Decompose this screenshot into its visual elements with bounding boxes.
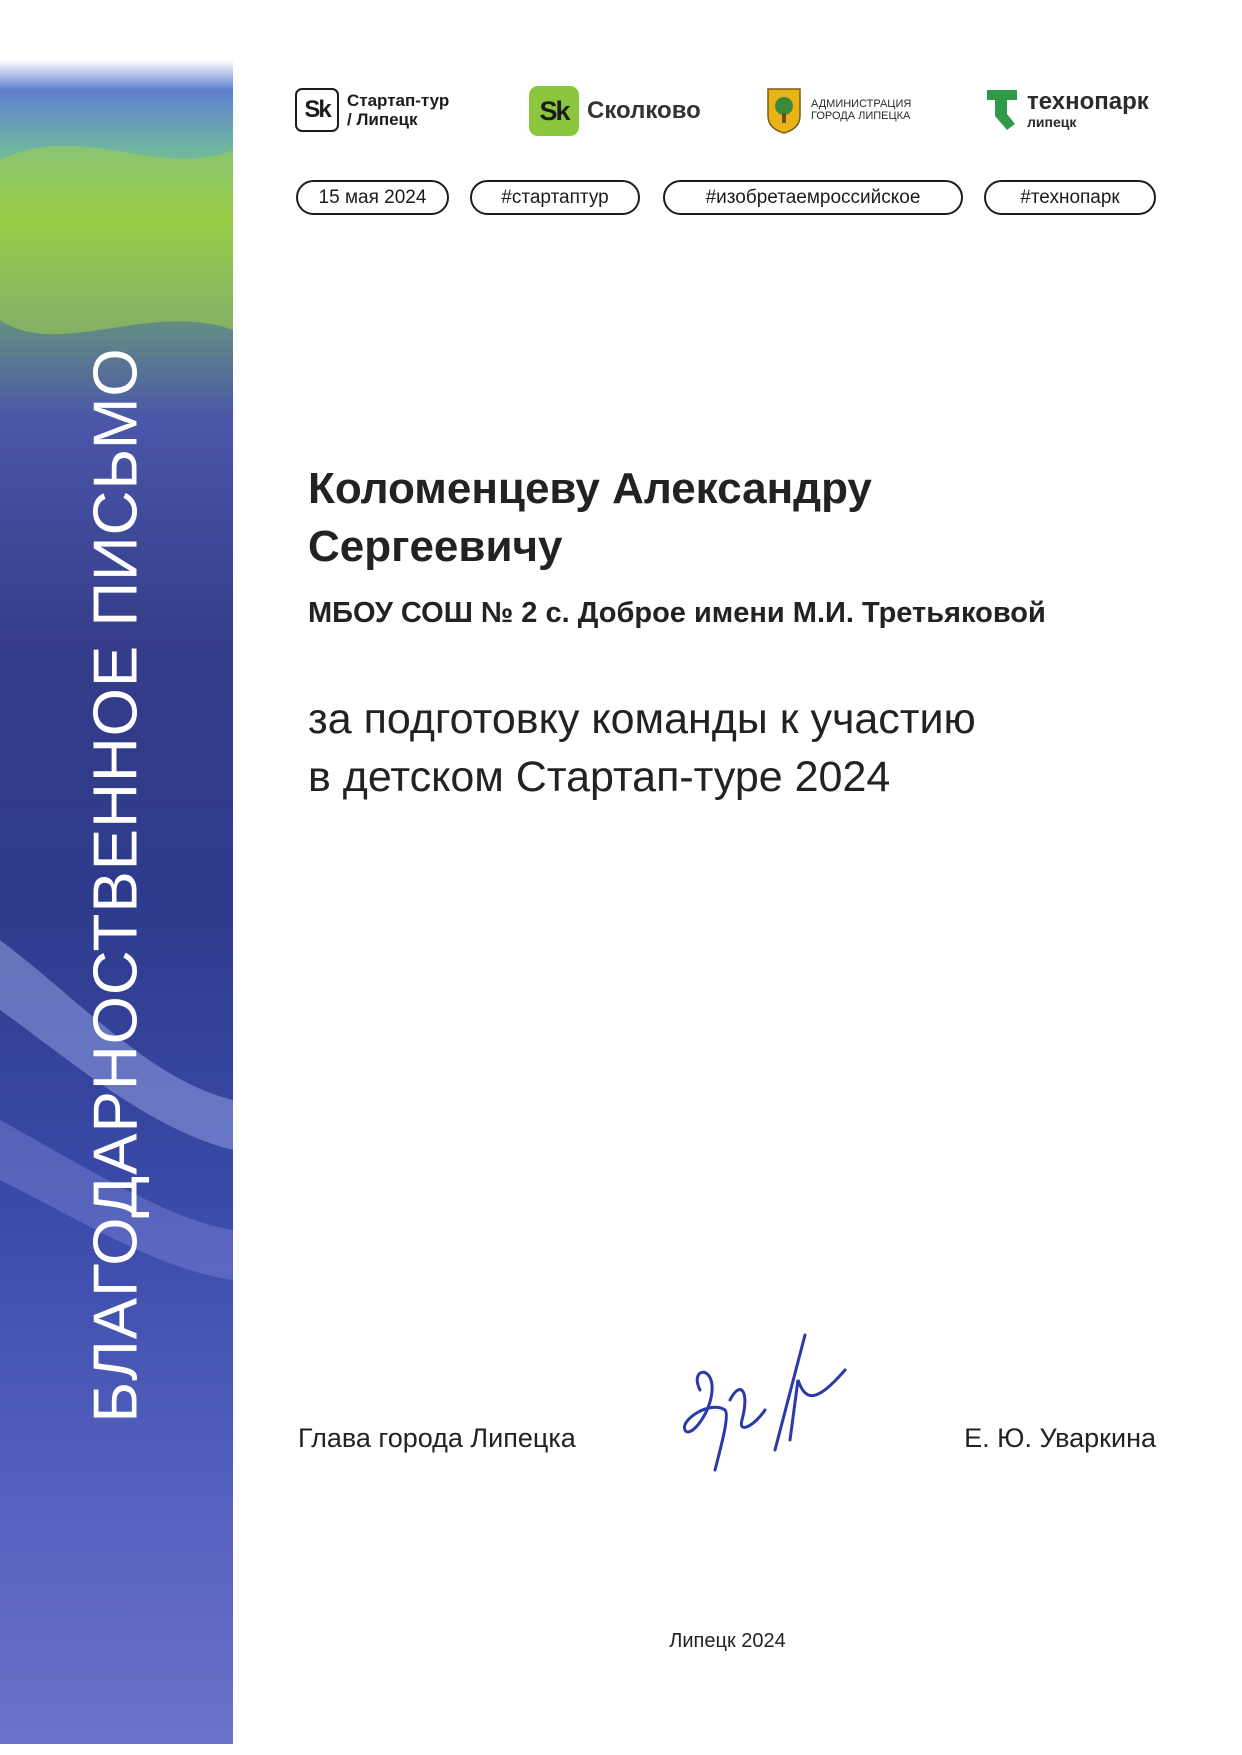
startup-tour-logo <box>295 88 449 132</box>
technopark-logo <box>985 88 1149 132</box>
date-tag: 15 мая 2024 <box>296 180 449 215</box>
startup-tour-line1: Стартап-тур <box>347 91 450 110</box>
administration-line1: АДМИНИСТРАЦИЯ <box>811 98 912 110</box>
signatory-role: Глава города Липецка <box>298 1423 576 1453</box>
hashtag-startuptour: #стартаптур <box>470 180 640 215</box>
footer-place-year: Липецк 2024 <box>669 1630 786 1652</box>
skolkovo-name: Сколково <box>587 97 701 124</box>
coat-of-arms-icon <box>765 86 803 134</box>
sk-green-icon: Sk <box>529 86 579 136</box>
signatory-name: Е. Ю. Уваркина <box>964 1423 1156 1453</box>
side-decorative-band <box>0 0 233 1744</box>
administration-line2: ГОРОДА ЛИПЕЦКА <box>811 110 911 122</box>
award-reason: за подготовку команды к участию в детском Стартап-туре 2024 <box>308 695 976 801</box>
letter-title-vertical: БЛАГОДАРНОСТВЕННОЕ ПИСЬМО <box>81 347 151 1423</box>
startup-tour-line2: / Липецк <box>347 110 418 129</box>
technopark-mark-icon <box>985 88 1019 132</box>
hashtag-inventing-russian: #изобретаемроссийское <box>663 180 963 215</box>
handwritten-signature <box>670 1330 860 1520</box>
organization: МБОУ СОШ № 2 с. Доброе имени М.И. Третьяковой <box>308 597 1046 629</box>
hashtag-technopark: #технопарк <box>984 180 1156 215</box>
recipient-name: Коломенцеву Александру Сергеевичу <box>308 464 872 571</box>
skolkovo-logo <box>529 86 701 136</box>
administration-logo <box>765 86 911 134</box>
partner-logos <box>295 86 1155 146</box>
technopark-subtitle: липецк <box>1027 114 1077 130</box>
sk-outline-icon: Sk <box>295 88 339 132</box>
technopark-title: технопарк <box>1027 88 1149 115</box>
